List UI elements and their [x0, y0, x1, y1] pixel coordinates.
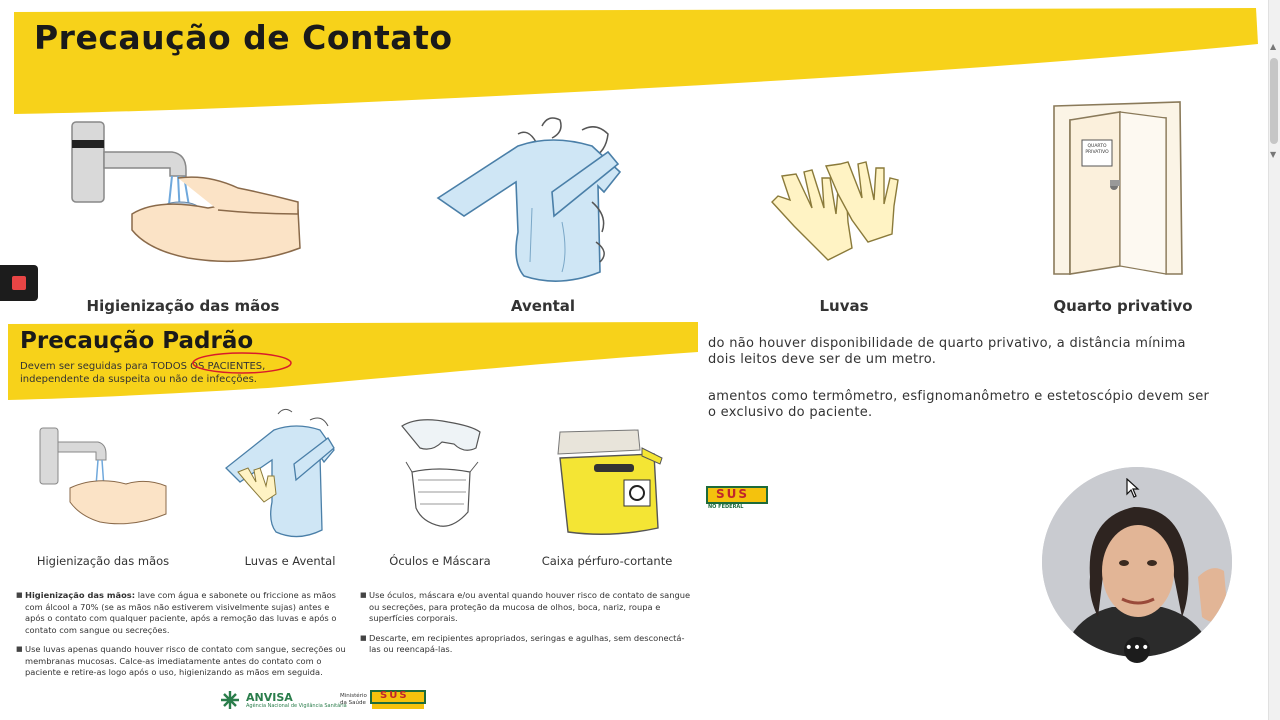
panel-title: Precaução Padrão: [20, 328, 254, 354]
panel-item-label: Caixa pérfuro-cortante: [541, 554, 673, 568]
panel-subtitle-line: Devem ser seguidas para TODOS OS PACIENTES,: [20, 361, 266, 372]
gloves-and-gown-illustration: [224, 406, 336, 546]
sus-logo-small-text: SUS: [380, 690, 409, 701]
record-icon: [12, 276, 26, 290]
rule-text: Use luvas apenas quando houver risco de contato com sangue, secreções ou membranas mucosas. Calce-as imediatamente antes do contato com o paciente e retire-as logo após o uso, higienizando as mãos em seguida.: [25, 644, 346, 677]
goggles-and-mask-illustration: [398, 414, 484, 546]
sus-logo-text: SUS: [716, 487, 750, 501]
anvisa-subtitle: Agência Nacional de Vigilância Sanitária: [246, 703, 347, 709]
panel-item-label: Higienização das mãos: [36, 554, 170, 568]
rule-bold: Higienização das mãos:: [25, 590, 136, 600]
panel-subtitle-line: independente da suspeita ou não de infecções.: [20, 374, 257, 385]
rule-item: [16, 644, 346, 679]
scrollbar-thumb[interactable]: [1270, 58, 1278, 144]
rule-item: [360, 633, 694, 656]
gown-illustration: [432, 112, 632, 294]
note-line: dois leitos deve ser de um metro.: [708, 352, 937, 367]
contact-item-label: Quarto privativo: [1053, 297, 1193, 315]
record-button[interactable]: [0, 265, 38, 301]
contact-item-label: Higienização das mãos: [86, 297, 280, 315]
standard-precaution-panel: [8, 322, 698, 720]
scroll-up-arrow-icon[interactable]: ▲: [1270, 42, 1277, 51]
rule-text: lave com água e sabonete ou friccione as mãos com álcool a 70% (se as mãos não estiverem visivelmente sujas) antes e após o contato com qualquer paciente, após a remoção das luvas e após o contato com sangue ou secreções.: [25, 590, 337, 635]
small-handwashing-illustration: [36, 422, 170, 536]
annotation-circle: [190, 350, 294, 376]
rules-right-column: [360, 590, 694, 664]
note-line: do não houver disponibilidade de quarto privativo, a distância mínima: [708, 336, 1186, 351]
contact-item-label: Luvas: [819, 297, 869, 315]
anvisa-name: ANVISA: [246, 691, 293, 704]
sus-logo-small: [370, 690, 426, 714]
rule-text: Descarte, em recipientes apropriados, seringas e agulhas, sem desconectá-las ou reencapá-las.: [369, 632, 685, 654]
scroll-down-arrow-icon[interactable]: ▼: [1270, 150, 1277, 159]
private-room-door-illustration: [1050, 98, 1186, 280]
ministerio-label: Ministério da Saúde: [340, 693, 367, 706]
anvisa-logo-mark: [220, 690, 240, 714]
rule-item: [360, 590, 694, 625]
rule-item: [16, 590, 346, 636]
more-options-button[interactable]: •••: [1124, 637, 1150, 663]
handwashing-illustration: [68, 118, 304, 272]
note-line: o exclusivo do paciente.: [708, 405, 873, 420]
gloves-illustration: [768, 156, 902, 270]
sus-logo: [706, 484, 770, 516]
slide-title: Precaução de Contato: [34, 18, 453, 57]
door-sign-text: QUARTO PRIVATIVO: [1085, 144, 1109, 155]
panel-item-label: Luvas e Avental: [244, 554, 336, 568]
rule-text: Use óculos, máscara e/ou avental quando houver risco de contato de sangue ou secreções, para proteção da mucosa de olhos, boca, nariz, roupa e superfícies corporais.: [369, 590, 691, 623]
contact-item-label: Avental: [510, 297, 576, 315]
panel-item-label: Óculos e Máscara: [389, 554, 491, 568]
note-line: amentos como termômetro, esfignomanômetro e estetoscópio devem ser: [708, 389, 1210, 404]
sus-logo-sub: NO FEDERAL: [708, 504, 744, 510]
mouse-cursor-icon: [1126, 478, 1140, 498]
rules-left-column: [16, 590, 346, 687]
sharps-container-illustration: [554, 428, 666, 544]
